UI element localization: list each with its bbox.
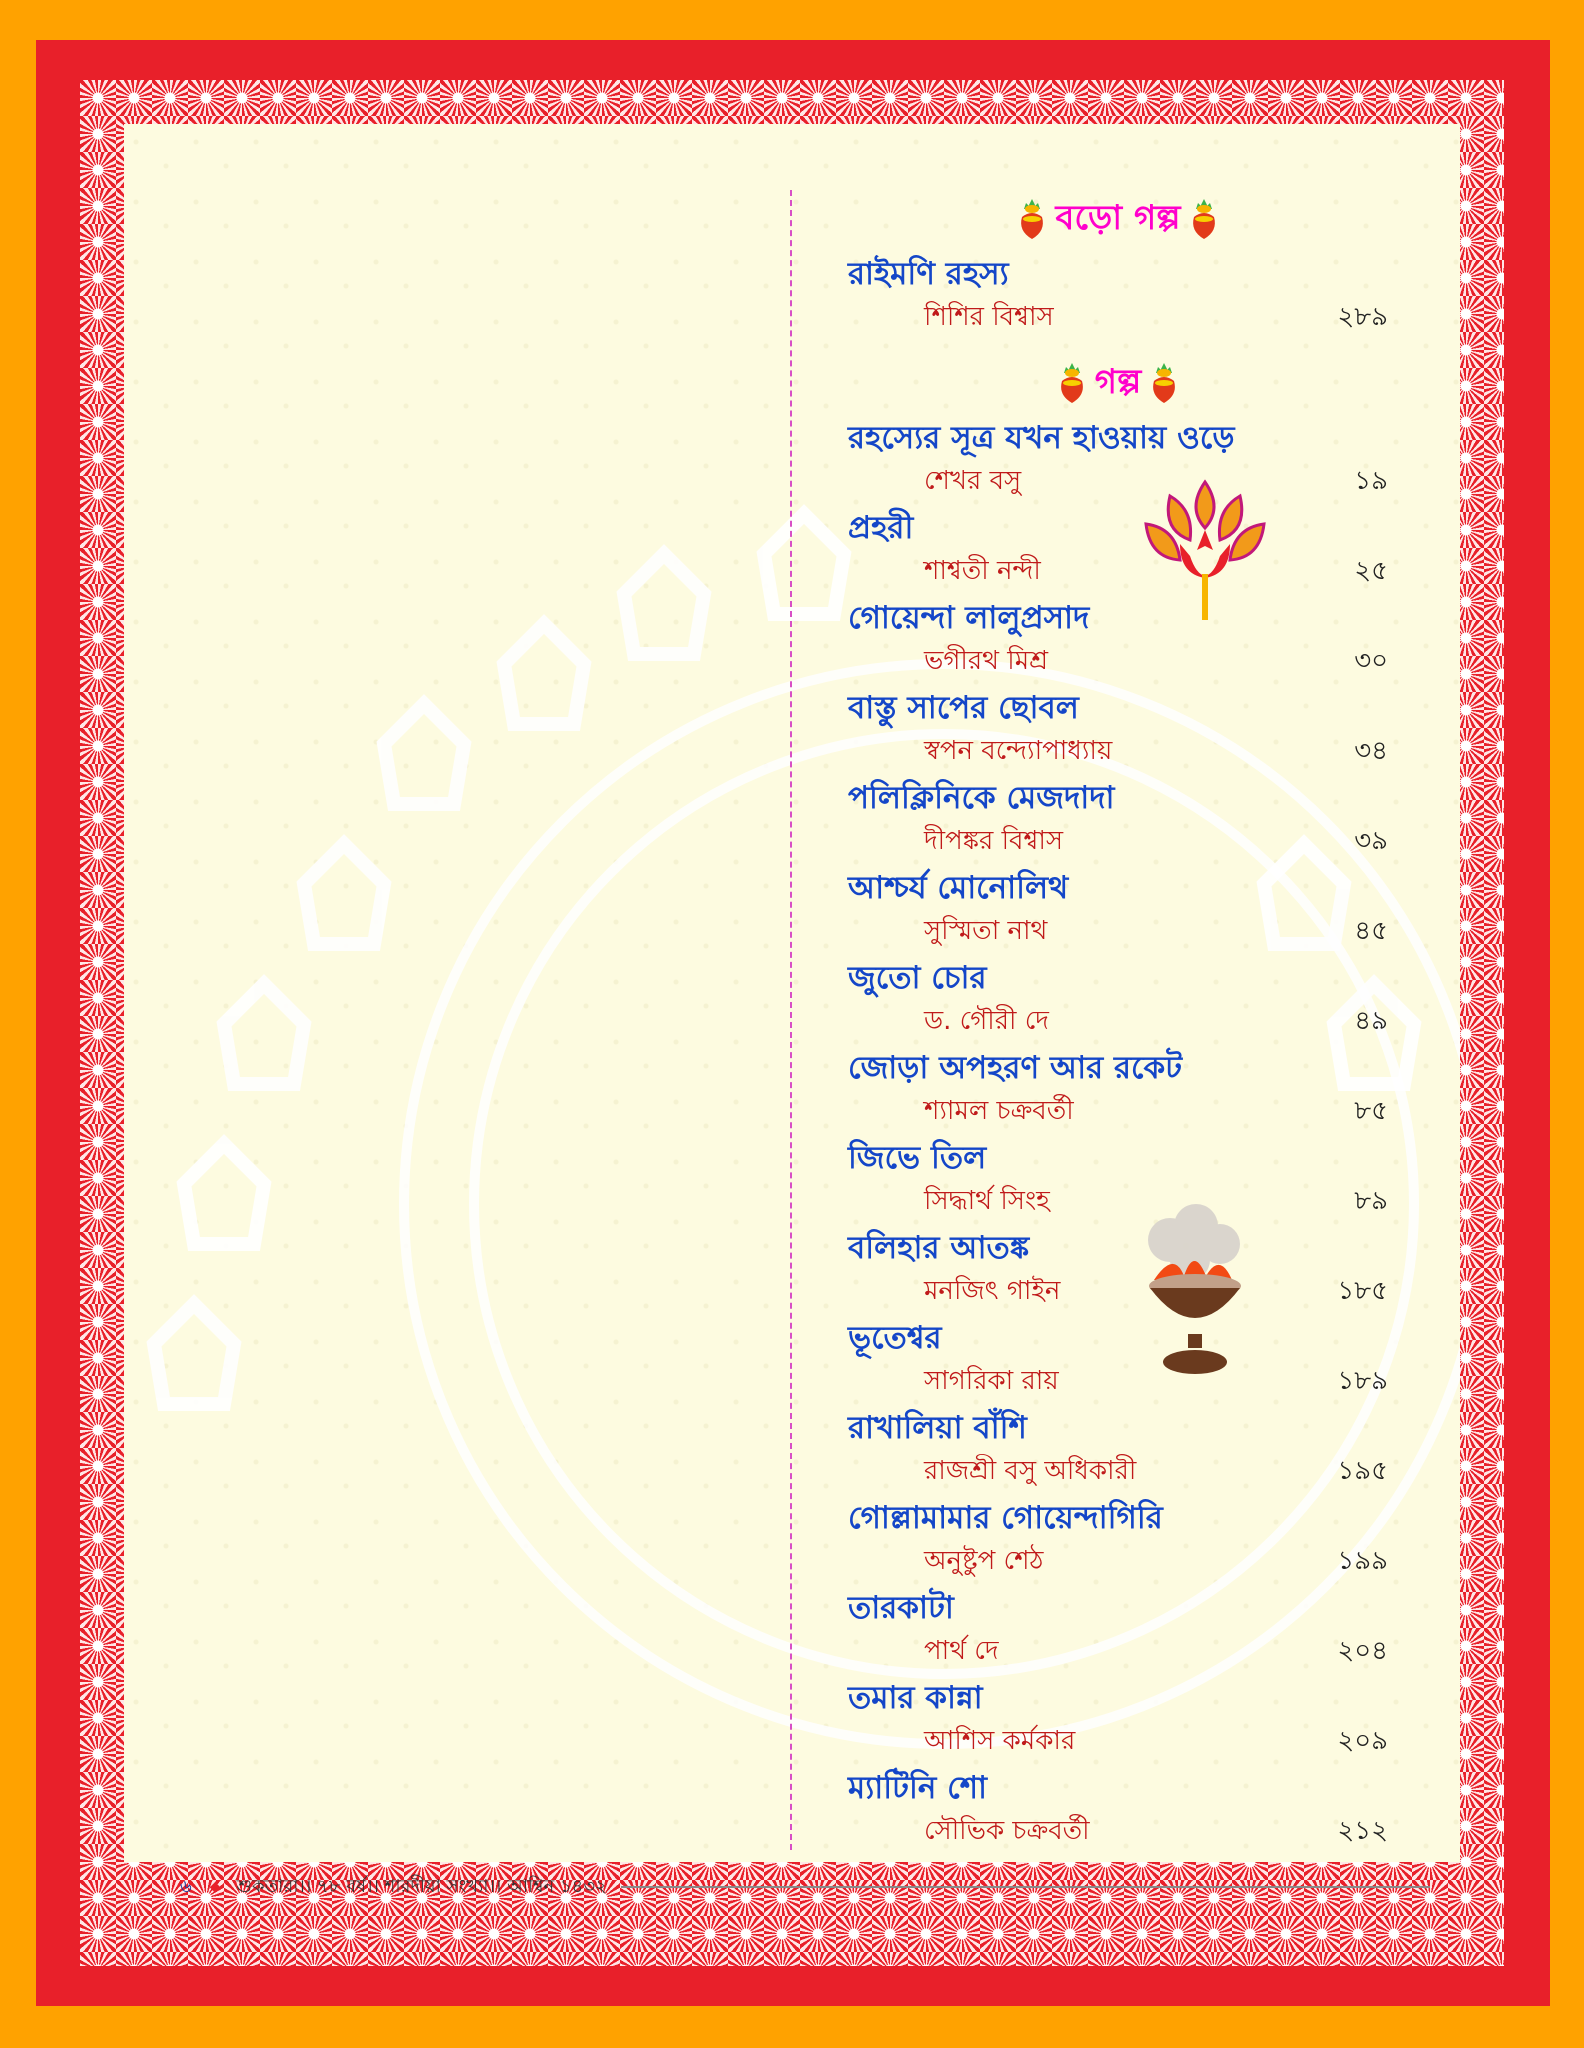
author-name: সাগরিকা রায় xyxy=(924,1366,1059,1396)
toc-entry xyxy=(848,1584,1388,1674)
toc-entry xyxy=(848,414,1388,504)
page-number: ৪৫ xyxy=(1354,916,1388,946)
section-heading xyxy=(848,354,1388,414)
author-name: শ্যামল চক্রবর্তী xyxy=(924,1096,1074,1126)
author-name: রাজশ্রী বসু অধিকারী xyxy=(924,1456,1137,1486)
story-title: জোড়া অপহরণ আর রকেট xyxy=(848,1050,1183,1086)
arrow-icon: ◆ xyxy=(209,1879,221,1895)
story-title: জুতো চোর xyxy=(848,960,987,996)
column-divider xyxy=(790,190,792,1850)
page-number: ১৯৯ xyxy=(1337,1546,1388,1576)
author-name: শিশির বিশ্বাস xyxy=(924,302,1054,332)
toc-entry xyxy=(848,684,1388,774)
story-list xyxy=(848,414,1388,1854)
toc-entry xyxy=(848,1674,1388,1764)
page-number: ১৯ xyxy=(1354,466,1388,496)
author-name: সুস্মিতা নাথ xyxy=(924,916,1048,946)
author-name: দীপঙ্কর বিশ্বাস xyxy=(924,826,1064,856)
toc-entry xyxy=(848,504,1388,594)
story-title: আশ্চর্য মোনোলিথ xyxy=(848,870,1069,906)
story-title: জিভে তিল xyxy=(848,1140,987,1176)
story-title: গোল্লামামার গোয়েন্দাগিরি xyxy=(848,1500,1163,1536)
page-number: ৮৫ xyxy=(1354,1096,1388,1126)
section-title: বড়ো গল্প xyxy=(1055,197,1181,238)
story-title: পলিক্লিনিকে মেজদাদা xyxy=(848,780,1115,816)
author-name: আশিস কর্মকার xyxy=(924,1726,1076,1756)
footer-page-number: ৬ xyxy=(180,1875,192,1897)
kalash-icon xyxy=(1057,361,1087,407)
story-title: গোয়েন্দা লালুপ্রসাদ xyxy=(848,600,1090,636)
author-name: অনুষ্টুপ শেঠ xyxy=(924,1546,1044,1576)
toc-entry xyxy=(848,954,1388,1044)
table-of-contents xyxy=(848,190,1388,1854)
section-long-stories xyxy=(848,190,1388,340)
story-title: ভূতেশ্বর xyxy=(848,1320,942,1356)
toc-entry xyxy=(848,774,1388,864)
author-name: পার্থ দে xyxy=(924,1636,999,1666)
author-name: মনজিৎ গাইন xyxy=(924,1276,1061,1306)
author-name: শাশ্বতী নন্দী xyxy=(924,556,1041,586)
kalash-icon xyxy=(1149,361,1179,407)
page-number: ৩৪ xyxy=(1354,736,1388,766)
kalash-icon xyxy=(1189,197,1219,243)
page-number: ৮৯ xyxy=(1354,1186,1388,1216)
section-heading xyxy=(848,190,1388,250)
toc-entry xyxy=(848,1134,1388,1224)
toc-entry xyxy=(848,1404,1388,1494)
kalash-icon xyxy=(1017,197,1047,243)
page-number: ২০৯ xyxy=(1337,1726,1388,1756)
toc-entry xyxy=(848,594,1388,684)
story-title: রাখালিয়া বাঁশি xyxy=(848,1410,1027,1446)
section-title: গল্প xyxy=(1094,361,1142,402)
toc-entry xyxy=(848,1314,1388,1404)
author-name: সিদ্ধার্থ সিংহ xyxy=(924,1186,1050,1216)
story-title: বাস্তু সাপের ছোবল xyxy=(848,690,1079,726)
author-name: স্বপন বন্দ্যোপাধ্যায় xyxy=(924,736,1113,766)
toc-entry xyxy=(848,250,1388,340)
toc-entry xyxy=(848,1044,1388,1134)
trishul-flower-icon xyxy=(1140,474,1270,624)
page-number: ২৫ xyxy=(1354,556,1388,586)
page-number: ১৮৫ xyxy=(1337,1276,1388,1306)
page-number: ৩৯ xyxy=(1354,826,1388,856)
toc-entry xyxy=(848,864,1388,954)
author-name: শেখর বসু xyxy=(924,466,1022,496)
page-number: ২১২ xyxy=(1337,1816,1388,1846)
footer-text: শুকতারা।। ৭৮ বর্ষ।। শারদীয়া সংখ্যা।। আশ্বিন ১৪৩২ xyxy=(236,1875,607,1897)
page-number: ২৮৯ xyxy=(1337,302,1388,332)
page-footer xyxy=(180,1872,1430,1902)
page-number: ২০৪ xyxy=(1337,1636,1388,1666)
toc-entry xyxy=(848,1224,1388,1314)
fire-lamp-icon xyxy=(1130,1200,1260,1380)
page-number: ১৮৯ xyxy=(1337,1366,1388,1396)
section-stories xyxy=(848,354,1388,1854)
page-number: ৩০ xyxy=(1354,646,1388,676)
author-name: সৌভিক চক্রবর্তী xyxy=(924,1816,1090,1846)
story-title: তারকাটা xyxy=(848,1590,954,1626)
story-title: প্রহরী xyxy=(848,510,914,546)
story-title: ম্যাটিনি শো xyxy=(848,1770,988,1806)
author-name: ড. গৌরী দে xyxy=(924,1006,1049,1036)
toc-entry xyxy=(848,1494,1388,1584)
story-title: বলিহার আতঙ্ক xyxy=(848,1230,1030,1266)
story-title: রহস্যের সূত্র যখন হাওয়ায় ওড়ে xyxy=(848,420,1235,456)
story-title: তমার কান্না xyxy=(848,1680,983,1716)
author-name: ভগীরথ মিশ্র xyxy=(924,646,1049,676)
page-number: ১৯৫ xyxy=(1337,1456,1388,1486)
toc-entry xyxy=(848,1764,1388,1854)
footer-rule xyxy=(621,1886,1430,1888)
story-title: রাইমণি রহস্য xyxy=(848,256,1009,292)
page-number: ৪৯ xyxy=(1354,1006,1388,1036)
